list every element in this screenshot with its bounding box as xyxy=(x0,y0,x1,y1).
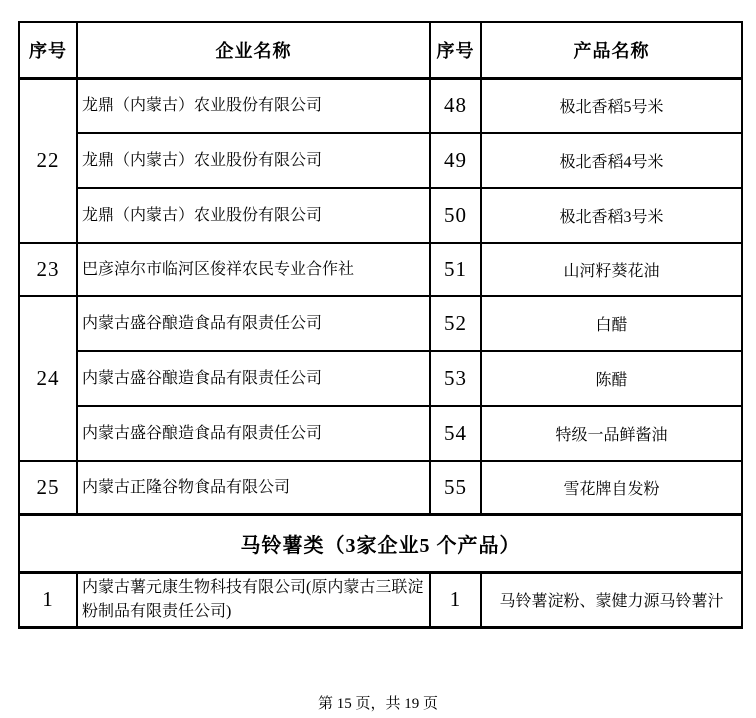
company-cell: 内蒙古盛谷酿造食品有限责任公司 xyxy=(77,351,430,406)
table-row xyxy=(19,188,742,243)
col-header-company: 企业名称 xyxy=(77,22,430,78)
company-cell: 龙鼎（内蒙古）农业股份有限公司 xyxy=(77,188,430,243)
table-row xyxy=(19,461,742,514)
table-row xyxy=(19,243,742,296)
table-row xyxy=(19,406,742,461)
product-serial-cell: 48 xyxy=(430,78,481,133)
product-cell: 陈醋 xyxy=(481,351,742,406)
company-cell: 巴彦淖尔市临河区俊祥农民专业合作社 xyxy=(77,243,430,296)
product-cell: 白醋 xyxy=(481,296,742,351)
product-serial-cell: 50 xyxy=(430,188,481,243)
section-header-row xyxy=(19,514,742,572)
table-row xyxy=(19,78,742,133)
col-header-serial-right: 序号 xyxy=(430,22,481,78)
table-row xyxy=(19,572,742,627)
product-cell: 山河籽葵花油 xyxy=(481,243,742,296)
product-serial-cell: 53 xyxy=(430,351,481,406)
product-serial-cell: 51 xyxy=(430,243,481,296)
company-cell: 龙鼎（内蒙古）农业股份有限公司 xyxy=(77,78,430,133)
enterprise-product-table xyxy=(18,21,743,629)
table-row xyxy=(19,351,742,406)
serial-cell: 23 xyxy=(19,243,77,296)
table-row xyxy=(19,296,742,351)
product-cell: 极北香稻4号米 xyxy=(481,133,742,188)
serial-cell: 25 xyxy=(19,461,77,514)
page-number-footer: 第 15 页，共 19 页 xyxy=(317,696,438,712)
serial-cell: 22 xyxy=(19,78,77,243)
product-cell: 特级一品鲜酱油 xyxy=(481,406,742,461)
col-header-serial-left: 序号 xyxy=(19,22,77,78)
table-row xyxy=(19,133,742,188)
serial-cell: 24 xyxy=(19,296,77,461)
product-serial-cell: 55 xyxy=(430,461,481,514)
product-serial-cell: 52 xyxy=(430,296,481,351)
company-cell: 内蒙古薯元康生物科技有限公司(原内蒙古三联淀粉制品有限责任公司) xyxy=(77,572,430,627)
serial-cell: 1 xyxy=(19,572,77,627)
product-cell: 雪花牌自发粉 xyxy=(481,461,742,514)
section-title: 马铃薯类（3家企业5 个产品） xyxy=(19,514,742,572)
company-cell: 龙鼎（内蒙古）农业股份有限公司 xyxy=(77,133,430,188)
product-cell: 极北香稻3号米 xyxy=(481,188,742,243)
company-cell: 内蒙古盛谷酿造食品有限责任公司 xyxy=(77,296,430,351)
product-cell: 极北香稻5号米 xyxy=(481,78,742,133)
table-header-row xyxy=(19,22,742,78)
product-serial-cell: 1 xyxy=(430,572,481,627)
col-header-product: 产品名称 xyxy=(481,22,742,78)
product-serial-cell: 54 xyxy=(430,406,481,461)
company-cell: 内蒙古盛谷酿造食品有限责任公司 xyxy=(77,406,430,461)
product-serial-cell: 49 xyxy=(430,133,481,188)
company-cell: 内蒙古正隆谷物食品有限公司 xyxy=(77,461,430,514)
product-cell: 马铃薯淀粉、蒙健力源马铃薯汁 xyxy=(481,572,742,627)
